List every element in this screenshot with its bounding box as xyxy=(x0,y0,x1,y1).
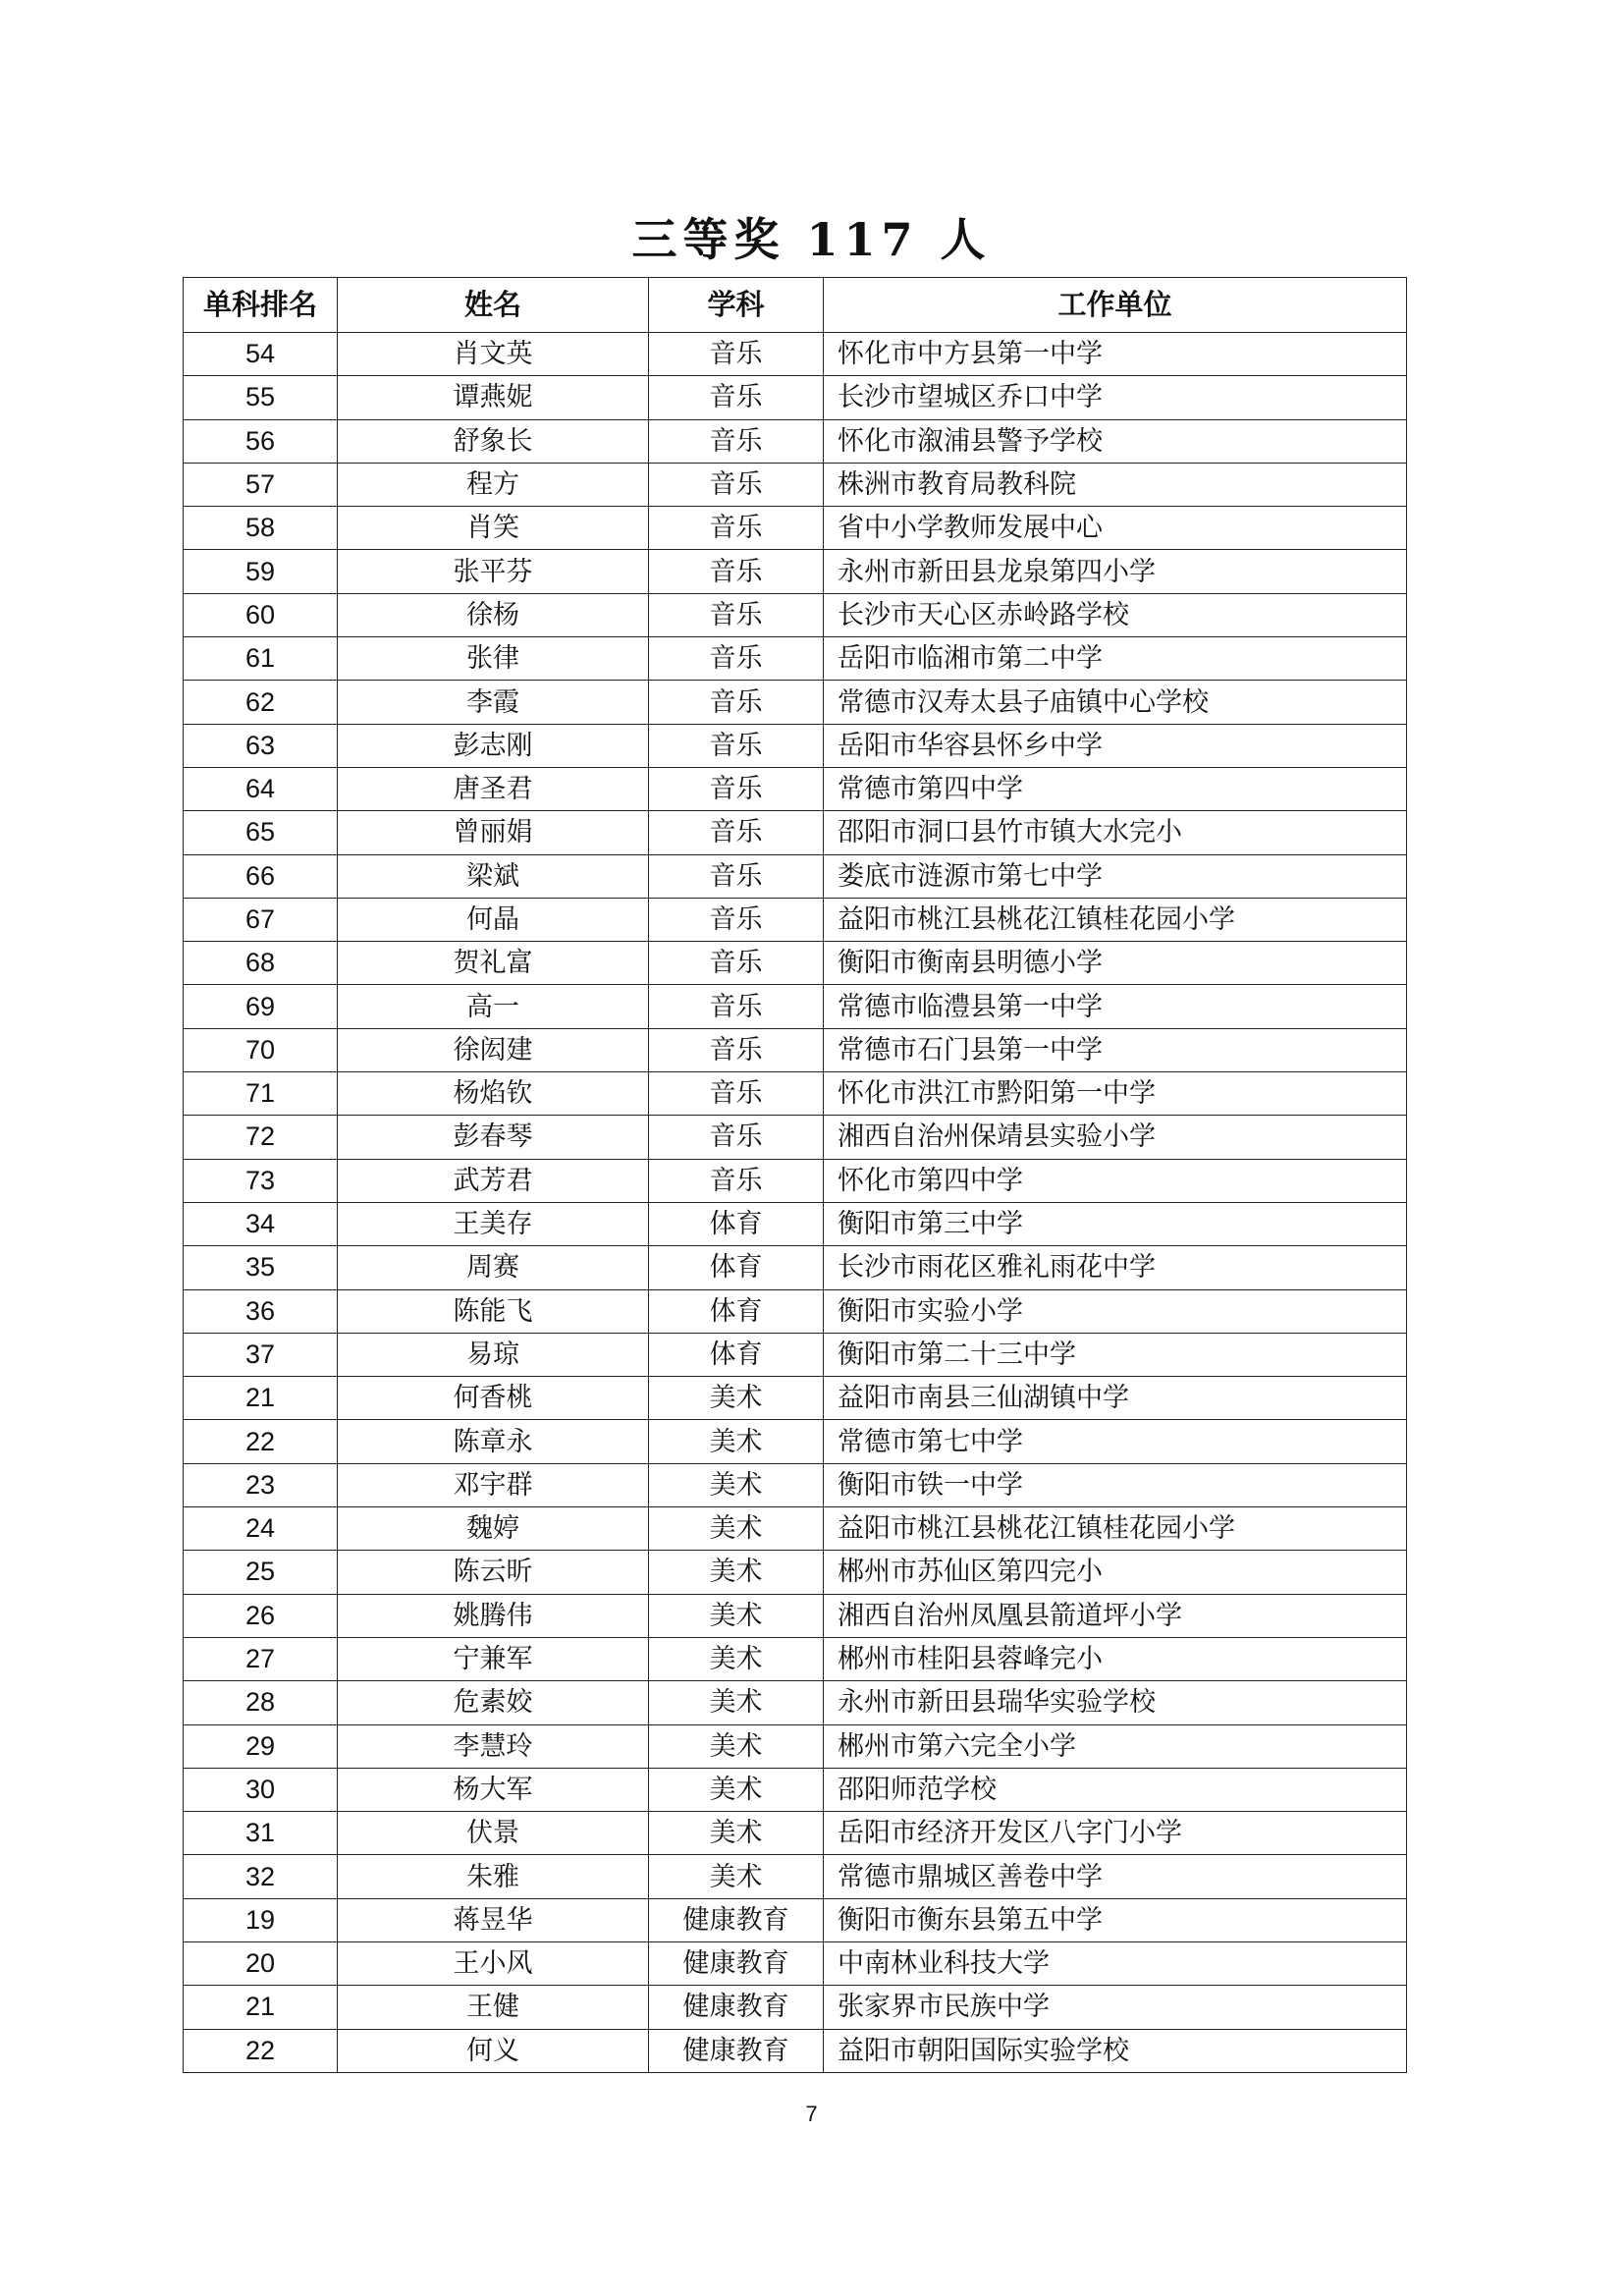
cell-rank: 65 xyxy=(184,811,338,854)
cell-name: 彭春琴 xyxy=(338,1116,649,1159)
cell-subject: 美术 xyxy=(649,1768,824,1811)
cell-subject: 音乐 xyxy=(649,637,824,681)
cell-name: 彭志刚 xyxy=(338,724,649,767)
cell-rank: 21 xyxy=(184,1377,338,1420)
cell-rank: 22 xyxy=(184,1420,338,1463)
cell-name: 张平芬 xyxy=(338,550,649,593)
cell-subject: 音乐 xyxy=(649,681,824,724)
table-row xyxy=(184,1551,1407,1594)
page-title: 三等奖 117 人 xyxy=(631,213,992,266)
cell-subject: 音乐 xyxy=(649,1028,824,1071)
cell-rank: 34 xyxy=(184,1202,338,1245)
cell-name: 邓宇群 xyxy=(338,1463,649,1506)
table-row xyxy=(184,811,1407,854)
cell-organization: 永州市新田县瑞华实验学校 xyxy=(824,1681,1407,1724)
cell-subject: 音乐 xyxy=(649,463,824,506)
cell-name: 杨焰钦 xyxy=(338,1072,649,1116)
cell-rank: 69 xyxy=(184,985,338,1028)
table-row xyxy=(184,507,1407,550)
table-row xyxy=(184,2029,1407,2072)
cell-name: 肖笑 xyxy=(338,507,649,550)
cell-organization: 益阳市桃江县桃花江镇桂花园小学 xyxy=(824,1507,1407,1551)
cell-organization: 永州市新田县龙泉第四小学 xyxy=(824,550,1407,593)
cell-organization: 衡阳市第二十三中学 xyxy=(824,1333,1407,1376)
cell-subject: 健康教育 xyxy=(649,1898,824,1941)
table-row xyxy=(184,1377,1407,1420)
table-row xyxy=(184,1681,1407,1724)
cell-name: 张律 xyxy=(338,637,649,681)
table-row xyxy=(184,1116,1407,1159)
table-row xyxy=(184,1246,1407,1289)
cell-rank: 19 xyxy=(184,1898,338,1941)
cell-organization: 省中小学教师发展中心 xyxy=(824,507,1407,550)
cell-organization: 长沙市望城区乔口中学 xyxy=(824,376,1407,419)
cell-organization: 怀化市洪江市黔阳第一中学 xyxy=(824,1072,1407,1116)
table-row xyxy=(184,942,1407,985)
header-organization: 工作单位 xyxy=(824,278,1407,333)
cell-organization: 长沙市天心区赤岭路学校 xyxy=(824,593,1407,636)
header-subject: 学科 xyxy=(649,278,824,333)
cell-rank: 71 xyxy=(184,1072,338,1116)
cell-name: 易琼 xyxy=(338,1333,649,1376)
cell-rank: 59 xyxy=(184,550,338,593)
cell-organization: 常德市第七中学 xyxy=(824,1420,1407,1463)
table-row xyxy=(184,333,1407,376)
cell-name: 高一 xyxy=(338,985,649,1028)
cell-subject: 音乐 xyxy=(649,898,824,941)
cell-organization: 郴州市第六完全小学 xyxy=(824,1724,1407,1768)
cell-name: 姚腾伟 xyxy=(338,1594,649,1637)
cell-name: 贺礼富 xyxy=(338,942,649,985)
cell-subject: 美术 xyxy=(649,1681,824,1724)
cell-organization: 湘西自治州保靖县实验小学 xyxy=(824,1116,1407,1159)
cell-rank: 27 xyxy=(184,1637,338,1680)
cell-subject: 音乐 xyxy=(649,333,824,376)
table-row xyxy=(184,1986,1407,2029)
cell-organization: 常德市第四中学 xyxy=(824,767,1407,810)
cell-subject: 健康教育 xyxy=(649,2029,824,2072)
cell-rank: 31 xyxy=(184,1812,338,1855)
cell-rank: 68 xyxy=(184,942,338,985)
cell-rank: 58 xyxy=(184,507,338,550)
cell-name: 武芳君 xyxy=(338,1159,649,1202)
cell-rank: 28 xyxy=(184,1681,338,1724)
cell-rank: 20 xyxy=(184,1941,338,1985)
cell-organization: 常德市汉寿太县子庙镇中心学校 xyxy=(824,681,1407,724)
cell-name: 伏景 xyxy=(338,1812,649,1855)
cell-organization: 常德市临澧县第一中学 xyxy=(824,985,1407,1028)
cell-name: 何义 xyxy=(338,2029,649,2072)
table-row xyxy=(184,1072,1407,1116)
table-row xyxy=(184,1637,1407,1680)
table-row xyxy=(184,1463,1407,1506)
cell-name: 陈云昕 xyxy=(338,1551,649,1594)
header-name: 姓名 xyxy=(338,278,649,333)
cell-organization: 岳阳市临湘市第二中学 xyxy=(824,637,1407,681)
page-number: 7 xyxy=(805,2102,818,2126)
cell-organization: 益阳市朝阳国际实验学校 xyxy=(824,2029,1407,2072)
cell-name: 梁斌 xyxy=(338,854,649,898)
cell-name: 李霞 xyxy=(338,681,649,724)
cell-name: 周赛 xyxy=(338,1246,649,1289)
award-table xyxy=(183,277,1407,2073)
cell-name: 王美存 xyxy=(338,1202,649,1245)
cell-name: 魏婷 xyxy=(338,1507,649,1551)
table-row xyxy=(184,1202,1407,1245)
cell-rank: 21 xyxy=(184,1986,338,2029)
cell-rank: 25 xyxy=(184,1551,338,1594)
table-row xyxy=(184,1420,1407,1463)
cell-name: 蒋昱华 xyxy=(338,1898,649,1941)
cell-organization: 湘西自治州凤凰县箭道坪小学 xyxy=(824,1594,1407,1637)
cell-organization: 娄底市涟源市第七中学 xyxy=(824,854,1407,898)
cell-name: 徐杨 xyxy=(338,593,649,636)
table-row xyxy=(184,1724,1407,1768)
table-header-row xyxy=(184,278,1407,333)
table-row xyxy=(184,1768,1407,1811)
cell-rank: 23 xyxy=(184,1463,338,1506)
cell-organization: 张家界市民族中学 xyxy=(824,1986,1407,2029)
table-row xyxy=(184,1159,1407,1202)
cell-rank: 26 xyxy=(184,1594,338,1637)
table-body xyxy=(184,333,1407,2073)
cell-name: 肖文英 xyxy=(338,333,649,376)
cell-organization: 怀化市中方县第一中学 xyxy=(824,333,1407,376)
cell-rank: 56 xyxy=(184,419,338,463)
cell-name: 陈章永 xyxy=(338,1420,649,1463)
cell-rank: 30 xyxy=(184,1768,338,1811)
cell-organization: 常德市鼎城区善卷中学 xyxy=(824,1855,1407,1898)
cell-rank: 29 xyxy=(184,1724,338,1768)
cell-name: 曾丽娟 xyxy=(338,811,649,854)
cell-name: 舒象长 xyxy=(338,419,649,463)
cell-organization: 长沙市雨花区雅礼雨花中学 xyxy=(824,1246,1407,1289)
table-row xyxy=(184,985,1407,1028)
cell-subject: 音乐 xyxy=(649,767,824,810)
cell-name: 危素姣 xyxy=(338,1681,649,1724)
cell-name: 何香桃 xyxy=(338,1377,649,1420)
cell-rank: 63 xyxy=(184,724,338,767)
cell-subject: 音乐 xyxy=(649,507,824,550)
cell-subject: 体育 xyxy=(649,1202,824,1245)
table-row xyxy=(184,1028,1407,1071)
table-row xyxy=(184,854,1407,898)
table-row xyxy=(184,1812,1407,1855)
cell-name: 程方 xyxy=(338,463,649,506)
cell-subject: 音乐 xyxy=(649,724,824,767)
cell-subject: 音乐 xyxy=(649,376,824,419)
cell-name: 谭燕妮 xyxy=(338,376,649,419)
cell-organization: 衡阳市衡南县明德小学 xyxy=(824,942,1407,985)
cell-rank: 35 xyxy=(184,1246,338,1289)
table-row xyxy=(184,898,1407,941)
cell-organization: 邵阳师范学校 xyxy=(824,1768,1407,1811)
cell-subject: 音乐 xyxy=(649,985,824,1028)
cell-organization: 衡阳市衡东县第五中学 xyxy=(824,1898,1407,1941)
table-row xyxy=(184,1941,1407,1985)
cell-subject: 音乐 xyxy=(649,811,824,854)
table-row xyxy=(184,681,1407,724)
cell-rank: 67 xyxy=(184,898,338,941)
cell-rank: 70 xyxy=(184,1028,338,1071)
cell-organization: 中南林业科技大学 xyxy=(824,1941,1407,1985)
cell-rank: 64 xyxy=(184,767,338,810)
cell-rank: 32 xyxy=(184,1855,338,1898)
cell-rank: 62 xyxy=(184,681,338,724)
cell-rank: 57 xyxy=(184,463,338,506)
cell-rank: 24 xyxy=(184,1507,338,1551)
table-row xyxy=(184,463,1407,506)
table-row xyxy=(184,1333,1407,1376)
cell-name: 徐闳建 xyxy=(338,1028,649,1071)
cell-organization: 衡阳市第三中学 xyxy=(824,1202,1407,1245)
table-row xyxy=(184,1855,1407,1898)
cell-organization: 怀化市溆浦县警予学校 xyxy=(824,419,1407,463)
cell-organization: 邵阳市洞口县竹市镇大水完小 xyxy=(824,811,1407,854)
cell-rank: 37 xyxy=(184,1333,338,1376)
cell-subject: 美术 xyxy=(649,1594,824,1637)
cell-name: 王小风 xyxy=(338,1941,649,1985)
cell-subject: 美术 xyxy=(649,1507,824,1551)
cell-subject: 美术 xyxy=(649,1420,824,1463)
cell-rank: 61 xyxy=(184,637,338,681)
cell-organization: 岳阳市经济开发区八字门小学 xyxy=(824,1812,1407,1855)
cell-name: 王健 xyxy=(338,1986,649,2029)
table-row xyxy=(184,1898,1407,1941)
cell-name: 杨大军 xyxy=(338,1768,649,1811)
header-rank: 单科排名 xyxy=(184,278,338,333)
cell-name: 何晶 xyxy=(338,898,649,941)
cell-subject: 美术 xyxy=(649,1637,824,1680)
cell-organization: 常德市石门县第一中学 xyxy=(824,1028,1407,1071)
cell-subject: 健康教育 xyxy=(649,1986,824,2029)
table-row xyxy=(184,1594,1407,1637)
cell-name: 宁兼军 xyxy=(338,1637,649,1680)
cell-organization: 郴州市桂阳县蓉峰完小 xyxy=(824,1637,1407,1680)
cell-subject: 体育 xyxy=(649,1333,824,1376)
cell-name: 唐圣君 xyxy=(338,767,649,810)
cell-rank: 60 xyxy=(184,593,338,636)
table-row xyxy=(184,767,1407,810)
cell-organization: 益阳市南县三仙湖镇中学 xyxy=(824,1377,1407,1420)
cell-subject: 体育 xyxy=(649,1289,824,1333)
cell-organization: 衡阳市铁一中学 xyxy=(824,1463,1407,1506)
cell-subject: 美术 xyxy=(649,1855,824,1898)
cell-organization: 益阳市桃江县桃花江镇桂花园小学 xyxy=(824,898,1407,941)
table-row xyxy=(184,376,1407,419)
table-row xyxy=(184,724,1407,767)
cell-subject: 音乐 xyxy=(649,1116,824,1159)
cell-subject: 美术 xyxy=(649,1812,824,1855)
cell-rank: 66 xyxy=(184,854,338,898)
cell-subject: 美术 xyxy=(649,1724,824,1768)
cell-name: 李慧玲 xyxy=(338,1724,649,1768)
cell-rank: 36 xyxy=(184,1289,338,1333)
cell-subject: 健康教育 xyxy=(649,1941,824,1985)
cell-subject: 音乐 xyxy=(649,550,824,593)
table-row xyxy=(184,1507,1407,1551)
cell-subject: 音乐 xyxy=(649,942,824,985)
cell-organization: 岳阳市华容县怀乡中学 xyxy=(824,724,1407,767)
table-row xyxy=(184,593,1407,636)
table-row xyxy=(184,550,1407,593)
cell-rank: 73 xyxy=(184,1159,338,1202)
cell-subject: 美术 xyxy=(649,1463,824,1506)
cell-subject: 美术 xyxy=(649,1551,824,1594)
cell-rank: 54 xyxy=(184,333,338,376)
table-row xyxy=(184,1289,1407,1333)
cell-rank: 55 xyxy=(184,376,338,419)
table-row xyxy=(184,637,1407,681)
cell-rank: 22 xyxy=(184,2029,338,2072)
cell-subject: 音乐 xyxy=(649,854,824,898)
cell-subject: 音乐 xyxy=(649,1072,824,1116)
cell-organization: 株洲市教育局教科院 xyxy=(824,463,1407,506)
cell-subject: 音乐 xyxy=(649,419,824,463)
cell-subject: 美术 xyxy=(649,1377,824,1420)
cell-organization: 怀化市第四中学 xyxy=(824,1159,1407,1202)
cell-name: 陈能飞 xyxy=(338,1289,649,1333)
cell-name: 朱雅 xyxy=(338,1855,649,1898)
cell-organization: 郴州市苏仙区第四完小 xyxy=(824,1551,1407,1594)
table-row xyxy=(184,419,1407,463)
cell-organization: 衡阳市实验小学 xyxy=(824,1289,1407,1333)
cell-subject: 体育 xyxy=(649,1246,824,1289)
cell-subject: 音乐 xyxy=(649,1159,824,1202)
cell-subject: 音乐 xyxy=(649,593,824,636)
cell-rank: 72 xyxy=(184,1116,338,1159)
